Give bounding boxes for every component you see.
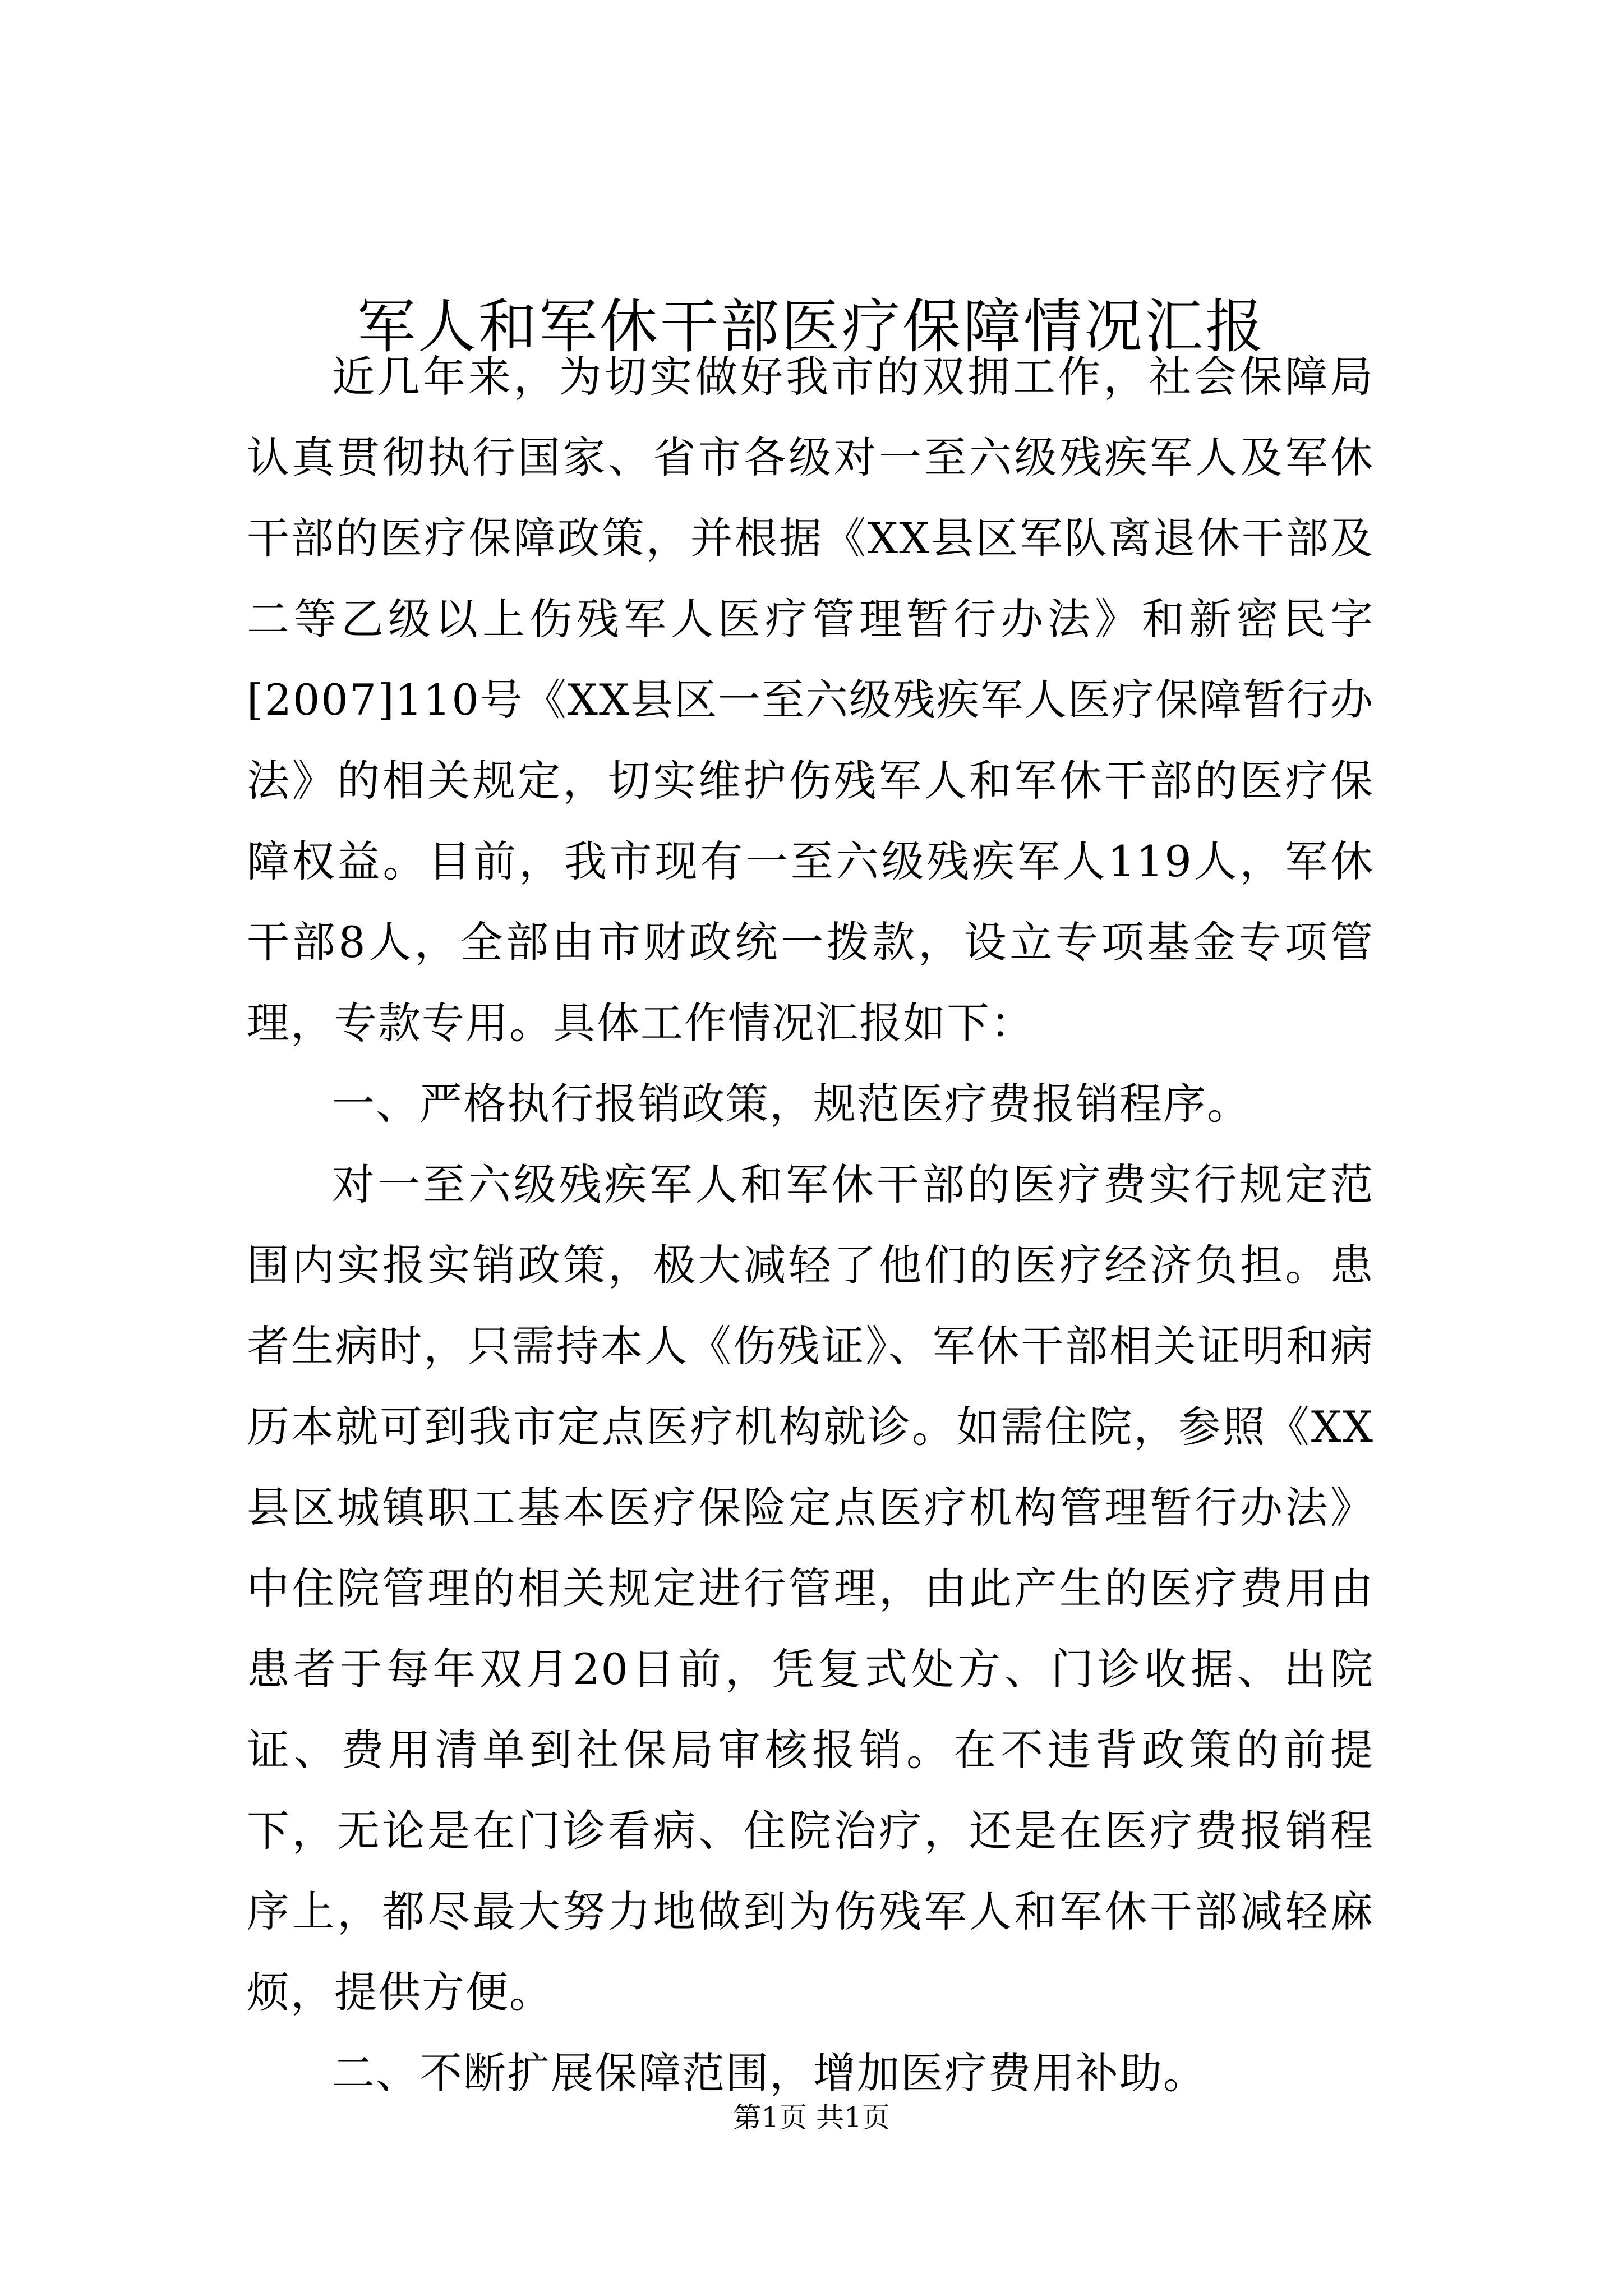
- section-heading-2: 二、不断扩展保障范围，增加医疗费用补助。: [332, 2048, 1207, 2098]
- page-number: 第1页 共1页: [733, 2101, 890, 2134]
- page-footer: [0, 2098, 1623, 2137]
- section-heading-1: 一、严格执行报销政策，规范医疗费报销程序。: [332, 1079, 1251, 1129]
- document-body: [247, 337, 1374, 2114]
- document-title: 军人和军休干部医疗保障情况汇报: [357, 292, 1266, 361]
- paragraph-section-1: 对一至六级残疾军人和军休干部的医疗费实行规定范围内实报实销政策，极大减轻了他们的医疗经济负担。患者生病时，只需持本人《伤残证》、军休干部相关证明和病历本就可到我市定点医疗机构就诊。如需住院，参照《XX县区城镇职工基本医疗保险定点医疗机构管理暂行办法》中住院管理的相关规定进行管理，由此产生的医疗费用由患者于每年双月20日前，凭复式处方、门诊收据、出院证、费用清单到社保局审核报销。在不违背政策的前提下，无论是在门诊看病、住院治疗，还是在医疗费报销程序上，都尽最大努力地做到为伤残军人和军休干部减轻麻烦，提供方便。: [247, 1159, 1374, 2017]
- paragraph-intro: 近几年来，为切实做好我市的双拥工作，社会保障局认真贯彻执行国家、省市各级对一至六级残疾军人及军休干部的医疗保障政策，并根据《XX县区军队离退休干部及二等乙级以上伤残军人医疗管理暂行办法》和新密民字[2007]110号《XX县区一至六级残疾军人医疗保障暂行办法》的相关规定，切实维护伤残军人和军休干部的医疗保障权益。目前，我市现有一至六级残疾军人119人，军休干部8人，全部由市财政统一拨款，设立专项基金专项管理，专款专用。具体工作情况汇报如下：: [247, 352, 1374, 1048]
